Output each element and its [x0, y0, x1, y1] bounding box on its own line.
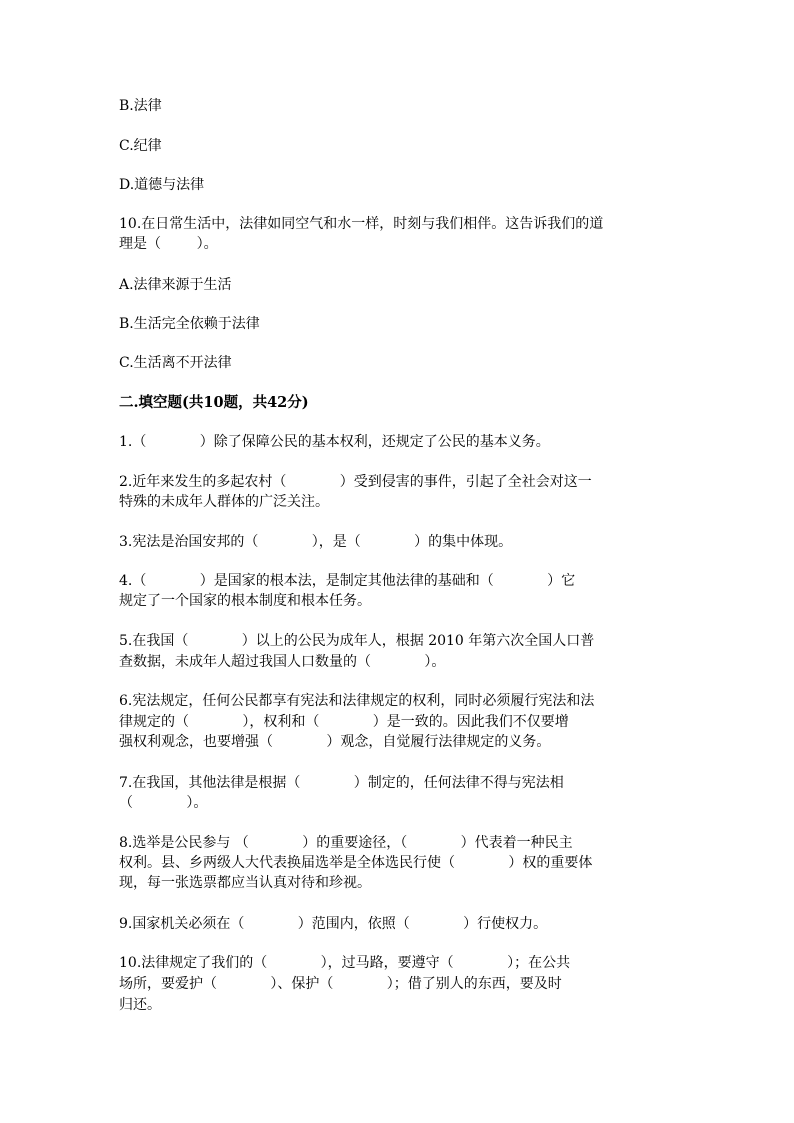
fill-q3-line-1: 3.宪法是治国安邦的（ ），是（ ）的集中体现。 [119, 534, 513, 550]
fill-q2-line-2: 特殊的未成年人群体的广泛关注。 [119, 494, 329, 510]
fill-q4-line-2: 规定了一个国家的根本制度和根本任务。 [119, 593, 371, 609]
section-heading: 二.填空题(共10题，共42分) [119, 394, 309, 411]
fill-q10-line-1: 10.法律规定了我们的（ ），过马路，要遵守（ ）；在公共 [119, 955, 571, 971]
fill-q7-line-1: 7.在我国，其他法律是根据（ ）制定的，任何法律不得与宪法相 [119, 775, 564, 791]
fill-q10-line-2: 场所，要爱护（ ）、保护（ ）；借了别人的东西，要及时 [119, 976, 562, 992]
fill-q1-line-1: 1.（ ）除了保障公民的基本权利，还规定了公民的基本义务。 [119, 434, 550, 450]
fill-q5-line-1: 5.在我国（ ）以上的公民为成年人，根据 2010 年第六次全国人口普 [119, 633, 595, 649]
fill-q6-line-2: 律规定的（ ），权利和（ ）是一致的。因此我们不仅要增 [119, 714, 569, 730]
fill-q6-line-3: 强权利观念，也要增强（ ）观念，自觉履行法律规定的义务。 [119, 734, 551, 750]
q10-option-a: A.法律来源于生活 [119, 277, 232, 293]
q9-option-b: B.法律 [119, 98, 162, 114]
fill-q6-line-1: 6.宪法规定，任何公民都享有宪法和法律规定的权利，同时必须履行宪法和法 [119, 693, 595, 709]
q10-stem-line-2: 理是（ ）。 [119, 236, 218, 252]
fill-q8-line-1: 8.选举是公民参与 （ ）的重要途径，（ ）代表着一种民主 [119, 835, 573, 851]
q9-option-d: D.道德与法律 [119, 177, 205, 193]
q9-option-c: C.纪律 [119, 138, 162, 154]
fill-q4-line-1: 4.（ ）是国家的根本法，是制定其他法律的基础和（ ）它 [119, 573, 576, 589]
fill-q10-line-3: 归还。 [119, 997, 161, 1013]
fill-q2-line-1: 2.近年来发生的多起农村（ ）受到侵害的事件，引起了全社会对这一 [119, 474, 592, 490]
fill-q8-line-2: 权利。县、乡两级人大代表换届选举是全体选民行使（ ）权的重要体 [119, 855, 593, 871]
q10-option-b: B.生活完全依赖于法律 [119, 316, 260, 332]
q10-option-c: C.生活离不开法律 [119, 355, 232, 371]
fill-q8-line-3: 现，每一张选票都应当认真对待和珍视。 [119, 875, 371, 891]
fill-q7-line-2: （ ）。 [119, 795, 208, 811]
fill-q5-line-2: 查数据，未成年人超过我国人口数量的（ ）。 [119, 654, 446, 670]
q10-stem-line-1: 10.在日常生活中，法律如同空气和水一样，时刻与我们相伴。这告诉我们的道 [119, 216, 604, 232]
fill-q9-line-1: 9.国家机关必须在（ ）范围内，依照（ ）行使权力。 [119, 916, 548, 932]
